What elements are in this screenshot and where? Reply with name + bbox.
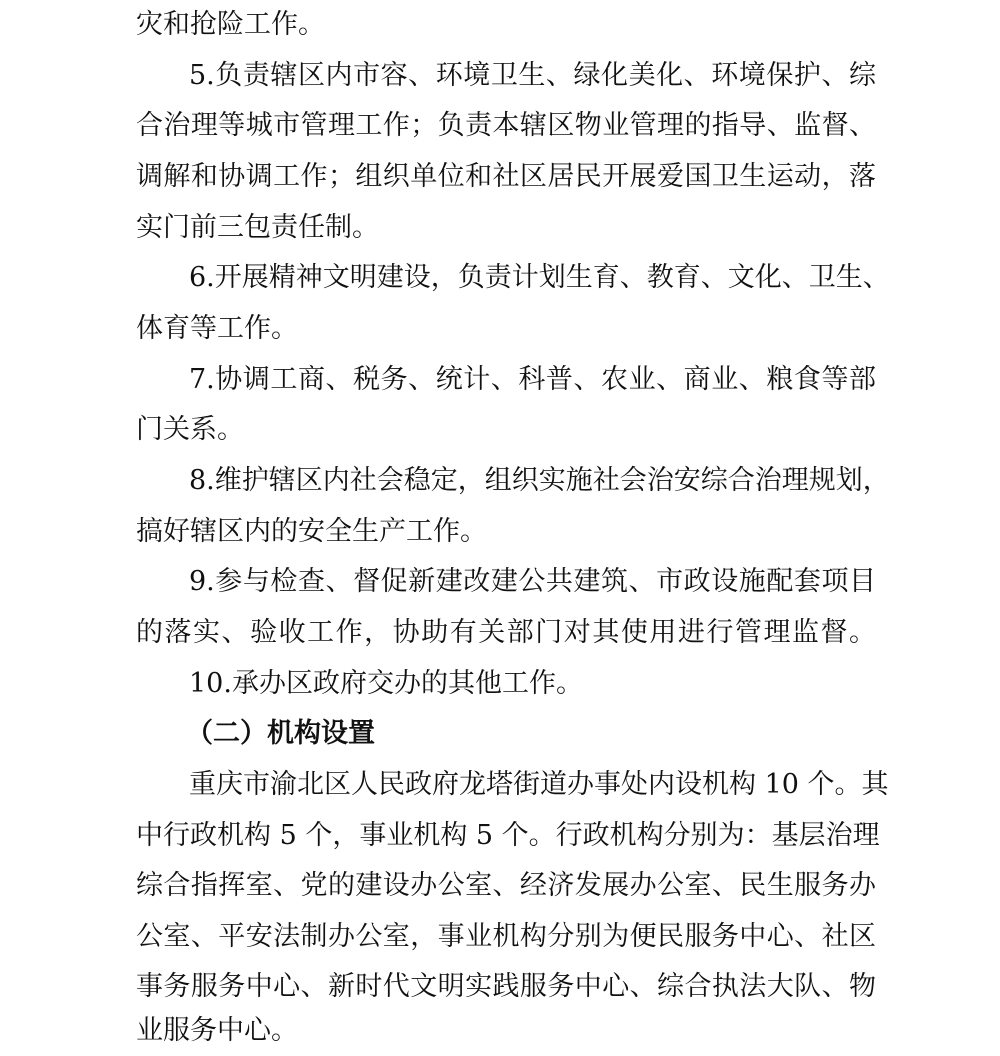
text-line: 5.负责辖区内市容、环境卫生、绿化美化、环境保护、综 (189, 60, 876, 91)
text-line: 10.承办区政府交办的其他工作。 (189, 668, 583, 699)
text-line: 8.维护辖区内社会稳定，组织实施社会治安综合治理规划， (189, 465, 890, 496)
text-line: 9.参与检查、督促新建改建公共建筑、市政设施配套项目 (189, 566, 876, 597)
text-line: 实门前三包责任制。 (136, 212, 379, 243)
text-line: 的落实、验收工作，协助有关部门对其使用进行管理监督。 (136, 617, 876, 648)
text-line: 灾和抢险工作。 (136, 9, 325, 40)
text-line: 中行政机构 5 个，事业机构 5 个。行政机构分别为：基层治理 (136, 820, 880, 851)
text-line: 体育等工作。 (136, 313, 298, 344)
text-line: 门关系。 (136, 414, 244, 445)
text-line: 调解和协调工作；组织单位和社区居民开展爱国卫生运动，落 (136, 161, 876, 192)
section-heading: （二）机构设置 (186, 718, 375, 749)
text-line: 搞好辖区内的安全生产工作。 (136, 516, 487, 547)
text-line: 重庆市渝北区人民政府龙塔街道办事处内设机构 10 个。其 (189, 769, 889, 800)
text-line: 7.协调工商、税务、统计、科普、农业、商业、粮食等部 (189, 364, 876, 395)
text-line: 6.开展精神文明建设，负责计划生育、教育、文化、卫生、 (189, 262, 890, 293)
text-line: 业服务中心。 (136, 1015, 298, 1046)
text-line: 合治理等城市管理工作；负责本辖区物业管理的指导、监督、 (136, 110, 876, 141)
text-line: 综合指挥室、党的建设办公室、经济发展办公室、民生服务办 (136, 870, 876, 901)
text-line: 公室、平安法制办公室，事业机构分别为便民服务中心、社区 (136, 921, 876, 952)
text-line: 事务服务中心、新时代文明实践服务中心、综合执法大队、物 (136, 971, 876, 1002)
